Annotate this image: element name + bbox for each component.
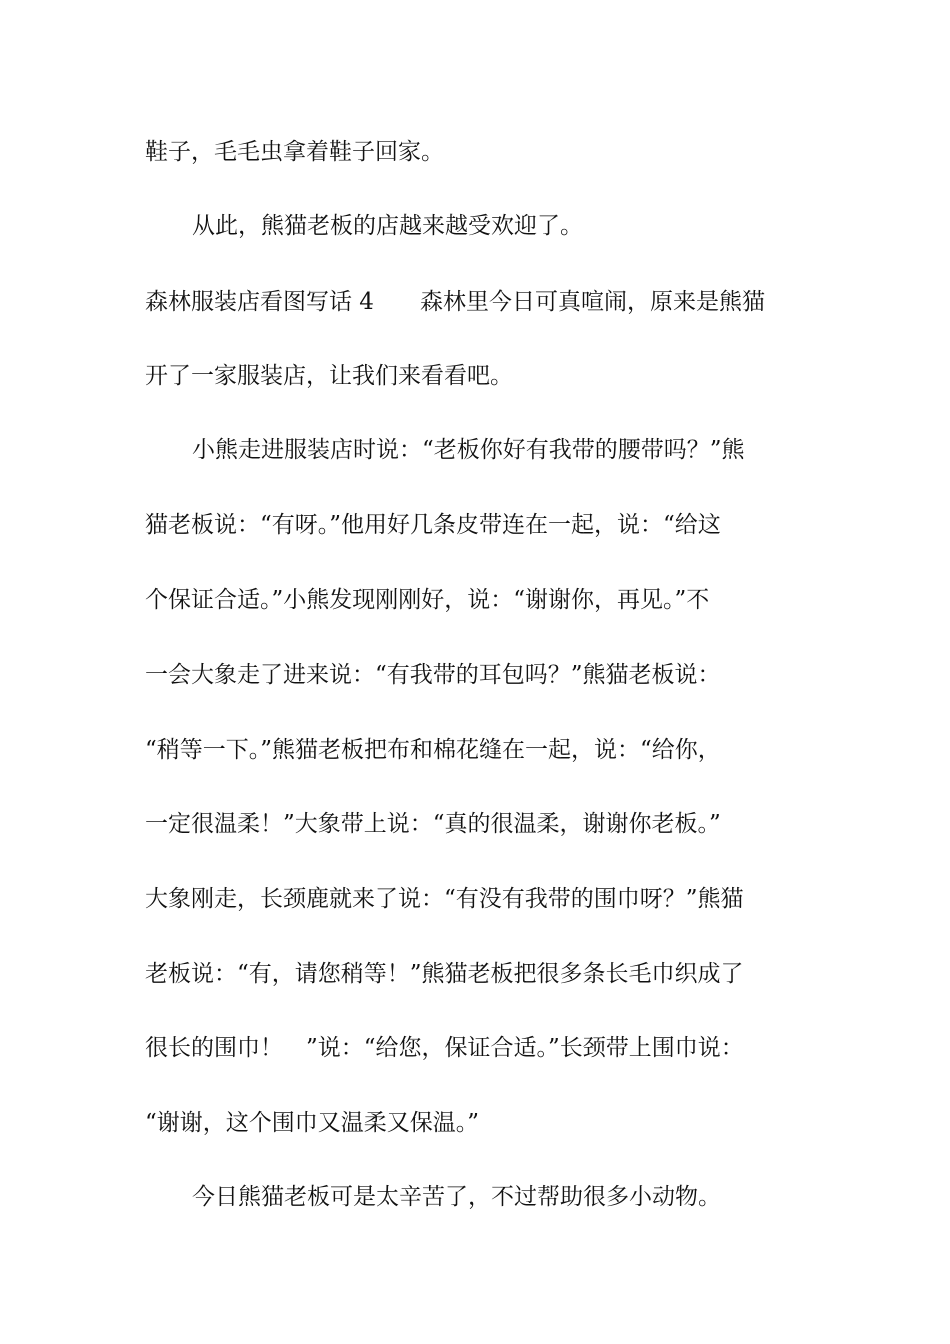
text-line-14: “谢谢，这个围巾又温柔又保温。”: [145, 1110, 480, 1136]
text-line-10: 一定很温柔！”大象带上说：“真的很温柔，谢谢你老板。”: [145, 811, 721, 837]
text-line-5: 小熊走进服装店时说：“老板你好有我带的腰带吗？”熊: [192, 437, 745, 463]
text-line-13: 很长的围巾！ ”说：“给您，保证合适。”长颈带上围巾说：: [145, 1035, 744, 1061]
text-line-7: 个保证合适。”小熊发现刚刚好，说：“谢谢你，再见。”不: [145, 587, 710, 613]
text-line-1: 鞋子，毛毛虫拿着鞋子回家。: [145, 139, 444, 165]
text-line-15: 今日熊猫老板可是太辛苦了，不过帮助很多小动物。: [192, 1184, 721, 1210]
text-line-6: 猫老板说：“有呀。”他用好几条皮带连在一起，说：“给这: [145, 512, 721, 538]
text-line-11: 大象刚走，长颈鹿就来了说：“有没有我带的围巾呀？”熊猫: [145, 886, 744, 912]
text-line-9: “稍等一下。”熊猫老板把布和棉花缝在一起，说：“给你，: [145, 737, 721, 763]
text-line-8: 一会大象走了进来说：“有我带的耳包吗？”熊猫老板说：: [145, 662, 721, 688]
text-line-4: 开了一家服装店，让我们来看看吧。: [145, 363, 513, 389]
text-line-12: 老板说：“有，请您稍等！”熊猫老板把很多条长毛巾织成了: [145, 961, 744, 987]
text-line-2: 从此，熊猫老板的店越来越受欢迎了。: [192, 213, 583, 239]
text-line-3: 森林服装店看图写话 4 森林里今日可真喧闹，原来是熊猫: [145, 289, 765, 315]
